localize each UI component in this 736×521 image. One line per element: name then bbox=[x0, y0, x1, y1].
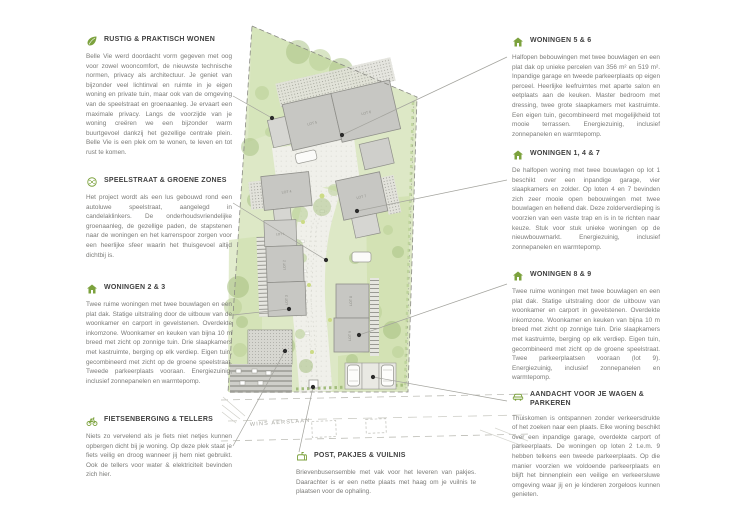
section-title: WONINGEN 5 & 6 bbox=[530, 37, 592, 44]
section-title: FIETSENBERGING & TELLERS bbox=[104, 416, 214, 423]
car-icon bbox=[512, 390, 524, 402]
section-title: WONINGEN 8 & 9 bbox=[530, 271, 592, 278]
section-title: SPEELSTRAAT & GROENE ZONES bbox=[104, 177, 227, 184]
section-woningen-8-9 bbox=[512, 271, 660, 383]
section-post-pakjes-vuilnis bbox=[296, 452, 476, 497]
section-woningen-5-6 bbox=[512, 37, 660, 139]
house-icon bbox=[512, 36, 524, 48]
section-title: WONINGEN 1, 4 & 7 bbox=[530, 150, 600, 157]
visitor-spot-outline bbox=[366, 419, 386, 434]
section-body: Belle Vie werd doordacht vorm gegeven met oog voor zowel wooncomfort, de nieuwste technische normen, privacy als architectuur. Je geniet van bijzonder veel lichtinval en ruimte in je eigen woning en private tuin, maar ook van de omgeving van de speelstraat en groenaanleg. Je ervaart een maximale privacy. Langs de voorzijde van je woning creëren we een bijzonder warm buurtgevoel dankzij het gezellige centrale plein. Belle Vie is een plek om te wonen, te leven en tot rust te komen. bbox=[86, 53, 232, 157]
house-icon bbox=[512, 270, 524, 282]
section-woningen-1-4-7 bbox=[512, 150, 660, 252]
lot-label: LOT 1 bbox=[275, 231, 285, 237]
section-body: Twee ruime woningen met twee bouwlagen en een plat dak. Statige uitstraling door de uitbouw van de woonkamer en carport in gevelstenen. Overdekte inkomzone. Woonkamer en keuken van bijna 10 m breed met zicht op zonnige tuin. Drie slaapkamers met kastruimte, berging op elk verdiep. Eigen tuin, gecombineerd met zicht op de groene speelstraat. Tweede parkeerplaats vooraan. Energiezuinig, inclusief zonnepanelen en warmtepomp. bbox=[86, 301, 232, 385]
road-sketch bbox=[221, 394, 531, 445]
lot-label: LOT 3 bbox=[284, 294, 289, 305]
parking-spots bbox=[345, 363, 396, 389]
lot-label: LOT 7 bbox=[356, 194, 367, 201]
section-title: POST, PAKJES & VUILNIS bbox=[314, 452, 406, 459]
house-icon bbox=[86, 283, 98, 295]
tree-top-icon bbox=[86, 176, 98, 188]
section-body: Thuiskomen is ontspannen zonder verkeersdrukte of het zoeken naar een plaats. Elke woning beschikt over een inpandige garage, overdekte carport of parkeerplaats. De woningen op loten 2 t.e.m. 9 hebben telkens een tweede parkeerplaats. Op die manier voorzien we voldoende parkeerplaats en blijft het binnenplein een veilige en verkeersluwe omgeving waar jij en je kinderen zorgeloos kunnen genieten. bbox=[512, 414, 660, 499]
lot-label: LOT 6 bbox=[360, 109, 372, 117]
lot-label: LOT 8 bbox=[349, 296, 353, 306]
section-title: WONINGEN 2 & 3 bbox=[104, 284, 166, 291]
section-body: Brievenbusensemble met vak voor het leveren van pakjes. Daarachter is er een nette plaats met haag om je vuilnis te plaatsen voor de ophaling. bbox=[296, 469, 476, 496]
section-body: Twee ruime woningen met twee bouwlagen en een plat dak. Statige uitstraling door de uitbouw van woonkamer en carport in gevelstenen. Overdekte inkomzone. Woonkamer en keuken van bijna 10 m breed met zicht op zonnige tuin. Drie slaapkamers met kastruimte, berging op elk verdiep. Eigen tuin, gecombineerd met zicht op de groene speelstraat. Twee parkeerplaatsen vooraan (lot 9). Energiezuinig, inclusief zonnepanelen en warmtepomp. bbox=[512, 288, 660, 382]
lot-label: LOT 2 bbox=[282, 259, 287, 271]
car-shape bbox=[382, 365, 394, 386]
lot-label: LOT 4 bbox=[281, 189, 292, 195]
section-rustig-praktisch-wonen bbox=[86, 36, 232, 158]
section-title: RUSTIG & PRAKTISCH WONEN bbox=[104, 36, 215, 43]
section-speelstraat-groene-zones bbox=[86, 177, 232, 260]
section-body: Het project wordt als een lus gebouwd rond een autoluwe speelstraat, aangelegd in candelaklinkers. De onderhoudsvriendelijke groenaanleg, de gezellige paden, de stapstenen naar de woningen en het karrenspoor zorgen voor een heerlijke sfeer waarin het thuisgevoel altijd dichtbij is. bbox=[86, 194, 232, 259]
car-shape bbox=[352, 252, 371, 262]
section-woningen-2-3 bbox=[86, 284, 232, 386]
section-title: AANDACHT VOOR JE WAGEN & PARKEREN bbox=[530, 391, 645, 407]
visitor-spot-outline bbox=[312, 421, 337, 438]
car-shape bbox=[348, 365, 360, 386]
bicycle-icon bbox=[86, 415, 98, 427]
section-fietsenberging-tellers bbox=[86, 416, 232, 480]
house-icon bbox=[512, 149, 524, 161]
section-body: De halfopen woning met twee bouwlagen op lot 1 beschikt over een inpandige garage, vier slaapkamers en zolder. Op loten 4 en 7 bevinden zich zeer mooie open bebouwingen met twee bouwlagen en hellend dak. Deze zolderverdieping is voorzien van een vaste trap en is in te richten naar keuze. Stuk voor stuk unieke woningen op de nieuwbouwmarkt. Energiezuinig, inclusief zonnepanelen en warmtepomp. bbox=[512, 167, 660, 251]
mailbox-icon bbox=[296, 451, 308, 463]
section-body: Halfopen bebouwingen met twee bouwlagen en een plat dak op unieke percelen van 356 m² en 519 m². Inpandige garage en tweede parkeerplaats op eigen perceel. Heerlijke leefruimtes met aparte salon en eetplaats aan de keuken. Master bedroom met dressing, twee grote slaapkamers met kastruimte. Een eigen tuin, gecombineerd met mogelijkheid tot mooie terrassen. Energiezuinig, inclusief zonnepanelen en warmtepomp. bbox=[512, 54, 660, 138]
leaf-icon bbox=[86, 35, 98, 47]
lot-label: LOT 5 bbox=[306, 120, 318, 127]
street-name-label: WINS AERSLAAN bbox=[249, 417, 311, 428]
lot-label: LOT 9 bbox=[348, 331, 352, 341]
section-aandacht-wagen-parkeren bbox=[512, 391, 660, 500]
section-body: Niets zo vervelend als je fiets niet netjes kunnen opbergen dicht bij je woning. Op deze plek staat je fiets veilig en droog wanneer jij hem niet gebruikt. Ook de tellers voor water & elektriciteit bevinden zich hier. bbox=[86, 433, 232, 479]
buildings-lot8-lot9 bbox=[334, 278, 379, 356]
